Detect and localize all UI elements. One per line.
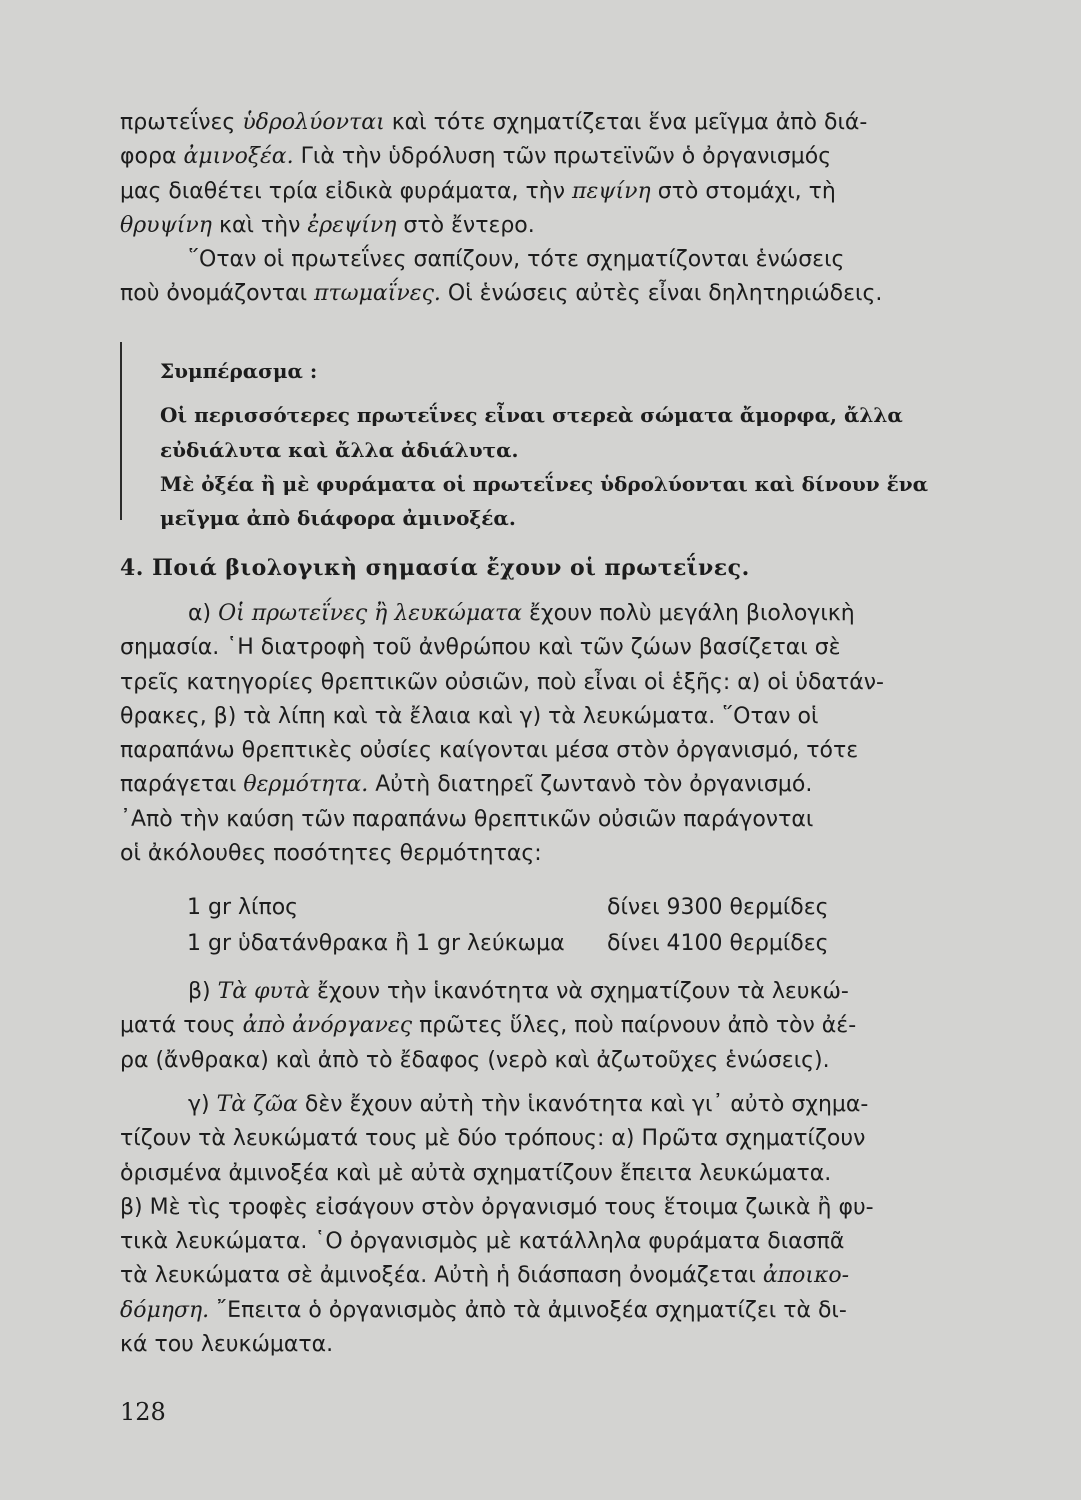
text-line: παράγεται θερμότητα. Αὐτὴ διατηρεῖ ζωντανὸ τὸν ὀργανισμό. — [120, 772, 813, 798]
text-line: παραπάνω θρεπτικὲς οὐσίες καίγονται μέσα στὸν ὀργανισμό, τότε — [120, 738, 859, 764]
table-cell-left: 1 gr ὑδατάνθρακα ἢ 1 gr λεύκωμα — [187, 931, 565, 956]
conclusion-line: μεῖγμα ἀπὸ διάφορα ἀμινοξέα. — [160, 506, 516, 531]
text-line: τὰ λευκώματα σὲ ἀμινοξέα. Αὐτὴ ἡ διάσπαση ὀνομάζεται ἀποικο- — [120, 1263, 850, 1289]
text-line: θρυψίνη καὶ τὴν ἐρεψίνη στὸ ἔντερο. — [120, 212, 535, 238]
text-line: θρακες, β) τὰ λίπη καὶ τὰ ἔλαια καὶ γ) τὰ λευκώματα. ῞Οταν οἱ — [120, 703, 819, 729]
text-line: ματά τους ἀπὸ ἀνόργανες πρῶτες ὕλες, ποὺ παίρνουν ἀπὸ τὸν ἀέ- — [120, 1013, 857, 1039]
text-line: α) Οἱ πρωτεΐνες ἢ λευκώματα ἔχουν πολὺ μεγάλη βιολογικὴ — [188, 601, 855, 626]
text-line: κά του λευκώματα. — [120, 1332, 334, 1358]
text-line: φορα ἀμινοξέα. Γιὰ τὴν ὑδρόλυση τῶν πρωτεϊνῶν ὁ ὀργανισμός — [120, 144, 832, 170]
conclusion-box — [120, 342, 964, 531]
text-line: οἱ ἀκόλουθες ποσότητες θερμότητας: — [120, 841, 542, 867]
conclusion-line: Μὲ ὀξέα ἢ μὲ φυράματα οἱ πρωτεΐνες ὑδρολύονται καὶ δίνουν ἕνα — [160, 471, 929, 496]
page-number: 128 — [120, 1398, 166, 1426]
text-line: ᾽Απὸ τὴν καύση τῶν παραπάνω θρεπτικῶν οὐσιῶν παράγονται — [120, 806, 814, 832]
table-cell-left: 1 gr λίπος — [187, 895, 299, 920]
text-line: ῞Οταν οἱ πρωτεΐνες σαπίζουν, τότε σχηματίζονται ἑνώσεις — [188, 247, 845, 273]
text-line: β) Τὰ φυτὰ ἔχουν τὴν ἱκανότητα νὰ σχηματίζουν τὰ λευκώ- — [188, 979, 849, 1004]
conclusion-heading: Συμπέρασμα : — [160, 359, 318, 383]
table-cell-right: δίνει 4100 θερμίδες — [607, 931, 829, 956]
section-heading: 4. Ποιά βιολογικὴ σημασία ἔχουν οἱ πρωτεΐνες. — [120, 555, 750, 581]
paragraph-b — [120, 975, 962, 1078]
text-line: ποὺ ὀνομάζονται πτωμαΐνες. Οἱ ἑνώσεις αὐτὲς εἶναι δηλητηριώδεις. — [120, 281, 883, 307]
table-row — [187, 890, 887, 926]
text-line: ὁρισμένα ἀμινοξέα καὶ μὲ αὐτὰ σχηματίζουν ἔπειτα λευκώματα. — [120, 1160, 832, 1186]
conclusion-line: Οἱ περισσότερες πρωτεΐνες εἶναι στερεὰ σώματα ἄμορφα, ἄλλα — [160, 403, 903, 428]
paragraph-c — [120, 1088, 962, 1362]
text-line: β) Μὲ τὶς τροφὲς εἰσάγουν στὸν ὀργανισμό τους ἕτοιμα ζωικὰ ἢ φυ- — [120, 1194, 874, 1220]
text-line: τίζουν τὰ λευκώματά τους μὲ δύο τρόπους: α) Πρῶτα σχηματίζουν — [120, 1126, 866, 1152]
text-line: δόμηση. ῎Επειτα ὁ ὀργανισμὸς ἀπὸ τὰ ἀμινοξέα σχηματίζει τὰ δι- — [120, 1297, 847, 1323]
text-line: μας διαθέτει τρία εἰδικὰ φυράματα, τὴν πεψίνη στὸ στομάχι, τὴ — [120, 178, 836, 204]
table-cell-right: δίνει 9300 θερμίδες — [607, 895, 829, 920]
intro-paragraph — [120, 106, 962, 312]
text-line: ρα (ἄνθρακα) καὶ ἀπὸ τὸ ἔδαφος (νερὸ καὶ ἀζωτοῦχες ἑνώσεις). — [120, 1047, 830, 1073]
table-row — [187, 926, 887, 962]
conclusion-line: εὐδιάλυτα καὶ ἄλλα ἀδιάλυτα. — [160, 437, 519, 462]
heat-table — [187, 890, 887, 962]
text-line: σημασία. ῾Η διατροφὴ τοῦ ἀνθρώπου καὶ τῶν ζώων βασίζεται σὲ — [120, 635, 841, 661]
text-line: πρωτεΐνες ὑδρολύονται καὶ τότε σχηματίζεται ἕνα μεῖγμα ἀπὸ διά- — [120, 110, 868, 135]
text-line: γ) Τὰ ζῶα δὲν ἔχουν αὐτὴ τὴν ἱκανότητα καὶ γι᾽ αὐτὸ σχημα- — [188, 1092, 869, 1117]
text-line: τικὰ λευκώματα. ῾Ο ὀργανισμὸς μὲ κατάλληλα φυράματα διασπᾶ — [120, 1229, 845, 1255]
text-line: τρεῖς κατηγορίες θρεπτικῶν οὐσιῶν, ποὺ εἶναι οἱ ἑξῆς: α) οἱ ὑδατάν- — [120, 669, 884, 695]
paragraph-a — [120, 597, 962, 871]
